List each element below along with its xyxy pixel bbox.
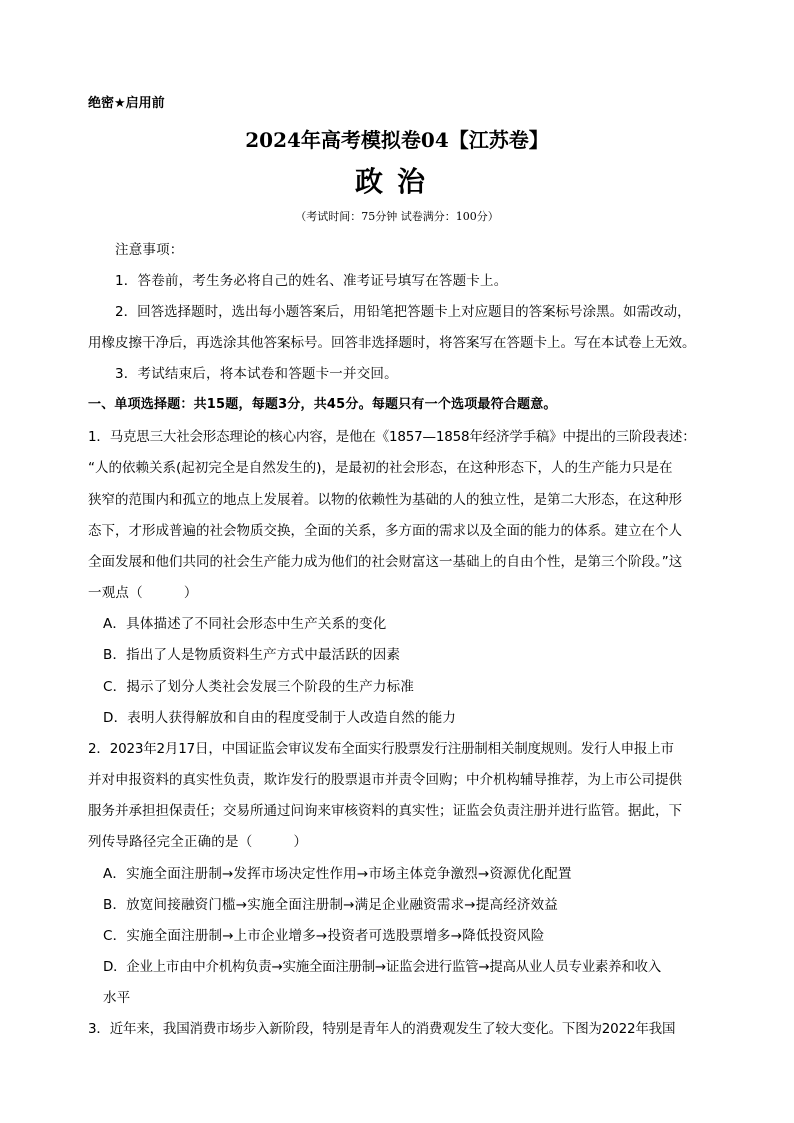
q2-line-3: 服务并承担担保责任；交易所通过问询来审核资料的真实性；证监会负责注册并进行监管。据此，下	[88, 803, 682, 819]
q1-line-1: 1．马克思三大社会形态理论的核心内容，是他在《1857—1858年经济学手稿》中提出的三阶段表述：	[88, 429, 696, 445]
q1-option-a: A．具体描述了不同社会形态中生产关系的变化	[103, 616, 387, 632]
q1-option-c: C．揭示了划分人类社会发展三个阶段的生产力标准	[103, 679, 415, 695]
q1-line-2: “人的依赖关系(起初完全是自然发生的)，是最初的社会形态，在这种形态下，人的生产能力只是在	[88, 460, 673, 476]
q2-line-1: 2．2023年2月17日，中国证监会审议发布全面实行股票发行注册制相关制度规则。发行人申报上市	[88, 741, 674, 757]
notice-item-2-line-2: 用橡皮擦干净后，再选涂其他答案标号。回答非选择题时，将答案写在答题卡上。写在本试卷上无效。	[88, 335, 696, 351]
q1-line-4: 态下，才形成普遍的社会物质交换，全面的关系，多方面的需求以及全面的能力的体系。建立在个人	[88, 523, 682, 539]
q1-option-d: D．表明人获得解放和自由的程度受制于人改造自然的能力	[103, 710, 457, 726]
q1-option-b: B．指出了人是物质资料生产方式中最活跃的因素	[103, 647, 401, 663]
notice-item-3: 3．考试结束后，将本试卷和答题卡一并交回。	[115, 366, 398, 382]
q2-option-a: A．实施全面注册制→发挥市场决定性作用→市场主体竞争激烈→资源优化配置	[103, 866, 572, 882]
q1-line-5: 全面发展和他们共同的社会生产能力成为他们的社会财富这一基础上的自由个性，是第三个阶段。”这	[88, 554, 683, 570]
q1-line-3: 狭窄的范围内和孤立的地点上发展着。以物的依赖性为基础的人的独立性，是第二大形态，在这种形	[88, 492, 682, 508]
confidential-label: 绝密★启用前	[88, 96, 165, 111]
exam-info: （考试时间：75分钟 试卷满分：100分）	[295, 210, 499, 223]
notice-heading: 注意事项：	[115, 242, 184, 258]
q2-line-2: 并对申报资料的真实性负责，欺诈发行的股票退市并责令回购；中介机构辅导推荐，为上市公司提供	[88, 772, 682, 788]
q2-option-d-line-2: 水平	[103, 990, 131, 1006]
q2-option-d-line-1: D．企业上市由中介机构负责→实施全面注册制→证监会进行监管→提高从业人员专业素养和收入	[103, 959, 661, 975]
q2-option-c: C．实施全面注册制→上市企业增多→投资者可选股票增多→降低投资风险	[103, 928, 545, 944]
q1-line-6: 一观点（ ）	[88, 585, 198, 601]
q3-line-1: 3．近年来，我国消费市场步入新阶段，特别是青年人的消费观发生了较大变化。下图为2022年我国	[88, 1021, 676, 1037]
notice-item-2-line-1: 2．回答选择题时，选出每小题答案后，用铅笔把答题卡上对应题目的答案标号涂黑。如需改动，	[115, 304, 691, 320]
notice-item-1: 1．答卷前，考生务必将自己的姓名、准考证号填写在答题卡上。	[115, 273, 508, 289]
q2-option-b: B．放宽间接融资门槛→实施全面注册制→满足企业融资需求→提高经济效益	[103, 897, 558, 913]
exam-title: 2024年高考模拟卷04【江苏卷】	[245, 128, 549, 152]
q2-line-4: 列传导路径完全正确的是（ ）	[88, 834, 308, 850]
section-1-heading: 一、单项选择题：共15题，每题3分，共45分。每题只有一个选项最符合题意。	[88, 397, 557, 412]
subject-title: 政治	[354, 165, 439, 198]
